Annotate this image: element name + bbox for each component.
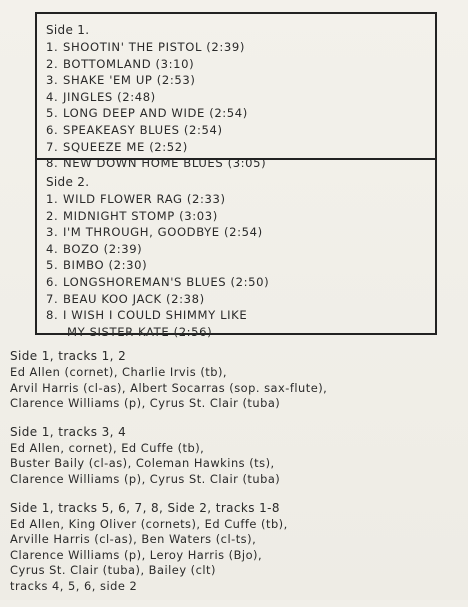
credit-line: Ed Allen, King Oliver (cornets), Ed Cuffe (tb),	[10, 516, 288, 531]
credit-line: Arville Harris (cl-as), Ben Waters (cl-ts),	[10, 532, 257, 547]
credit-line: Buster Baily (cl-as), Coleman Hawkins (ts),	[10, 456, 275, 471]
track-item: 8. NEW DOWN HOME BLUES (3:05)	[46, 156, 267, 171]
track-item: 5. LONG DEEP AND WIDE (2:54)	[46, 106, 248, 121]
credit-line: Ed Allen, cornet), Ed Cuffe (tb),	[10, 440, 205, 455]
credit-block-side1-tracks-1-2	[10, 348, 460, 412]
track-item: 7. SQUEEZE ME (2:52)	[46, 139, 188, 154]
track-item: 6. SPEAKEASY BLUES (2:54)	[46, 122, 223, 137]
side-1-track-list	[46, 39, 435, 172]
personnel-credits	[10, 348, 460, 607]
track-item: 2. MIDNIGHT STOMP (3:03)	[46, 208, 218, 223]
credit-block-remaining-tracks	[10, 500, 460, 595]
side-2-heading: Side 2.	[46, 175, 90, 189]
credit-block-side1-tracks-3-4	[10, 424, 460, 488]
track-item: 7. BEAU KOO JACK (2:38)	[46, 291, 205, 306]
track-item: 4. BOZO (2:39)	[46, 241, 143, 256]
side-1-heading: Side 1.	[46, 23, 90, 37]
track-item: 3. I'M THROUGH, GOODBYE (2:54)	[46, 225, 263, 240]
credit-line: Clarence Williams (p), Leroy Harris (Bjo),	[10, 547, 263, 562]
credit-line: tracks 4, 5, 6, side 2	[10, 578, 138, 593]
credit-heading: Side 1, tracks 3, 4	[10, 424, 127, 439]
track-item: 5. BIMBO (2:30)	[46, 258, 148, 273]
track-item: 6. LONGSHOREMAN'S BLUES (2:50)	[46, 274, 270, 289]
side-2-section	[37, 174, 435, 340]
credit-heading: Side 1, tracks 5, 6, 7, 8, Side 2, tracks 1-8	[10, 500, 280, 515]
tracklist-box	[35, 12, 437, 339]
track-item: 1. WILD FLOWER RAG (2:33)	[46, 192, 226, 206]
side-2-track-list	[46, 191, 435, 340]
side-1-section	[37, 22, 435, 172]
track-item: 1. SHOOTIN' THE PISTOL (2:39)	[46, 40, 245, 54]
credit-line: Clarence Williams (p), Cyrus St. Clair (tuba)	[10, 396, 281, 411]
credit-line: Clarence Williams (p), Cyrus St. Clair (tuba)	[10, 471, 281, 486]
credit-line: Ed Allen (cornet), Charlie Irvis (tb),	[10, 365, 228, 379]
track-title-continuation: MY SISTER KATE (2:56)	[67, 324, 213, 339]
track-item: 4. JINGLES (2:48)	[46, 89, 156, 104]
track-item: 3. SHAKE 'EM UP (2:53)	[46, 73, 196, 88]
side-divider-line	[35, 158, 437, 160]
credit-heading: Side 1, tracks 1, 2	[10, 349, 127, 363]
credit-line: Cyrus St. Clair (tuba), Bailey (clt)	[10, 563, 216, 578]
track-item: 2. BOTTOMLAND (3:10)	[46, 56, 195, 71]
track-item: 8. I WISH I COULD SHIMMY LIKE MY SISTER KATE (2:56)	[46, 307, 435, 340]
credit-line: Arvil Harris (cl-as), Albert Socarras (sop. sax-flute),	[10, 380, 328, 395]
